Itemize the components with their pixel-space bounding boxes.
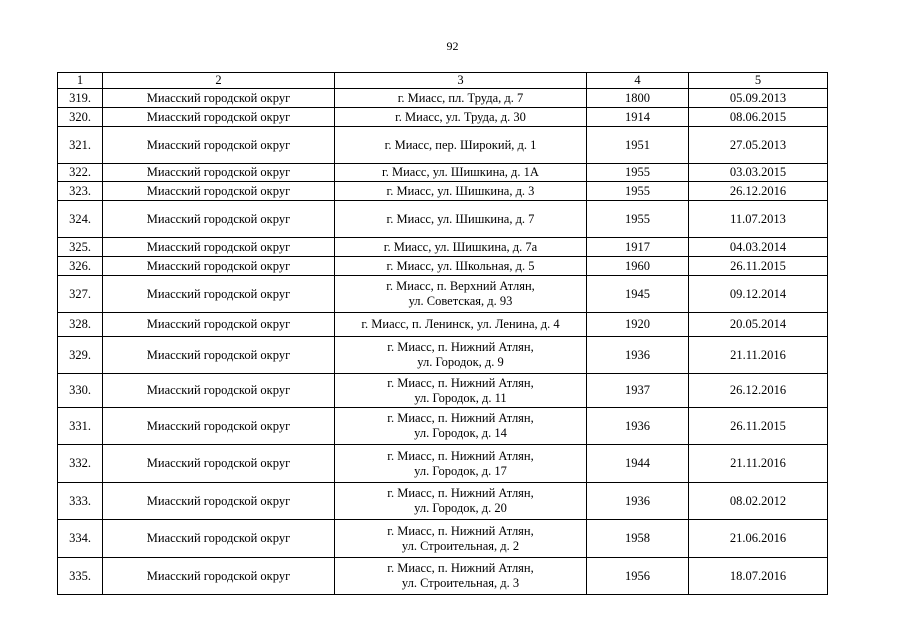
table-row	[58, 201, 828, 238]
year-cell: 1955	[587, 182, 689, 201]
district-cell: Миасский городской округ	[103, 108, 335, 127]
row-number-cell: 320.	[58, 108, 103, 127]
row-number-cell: 330.	[58, 374, 103, 408]
district-cell: Миасский городской округ	[103, 483, 335, 520]
column-header: 4	[587, 73, 689, 89]
year-cell: 1936	[587, 483, 689, 520]
year-cell: 1936	[587, 408, 689, 445]
year-cell: 1937	[587, 374, 689, 408]
row-number-cell: 321.	[58, 127, 103, 164]
table-row	[58, 558, 828, 595]
row-number-cell: 324.	[58, 201, 103, 238]
district-cell: Миасский городской округ	[103, 257, 335, 276]
address-line: г. Миасс, ул. Шишкина, д. 7а	[383, 239, 538, 254]
district-cell: Миасский городской округ	[103, 313, 335, 337]
address-line: г. Миасс, п. Верхний Атлян,	[386, 279, 535, 293]
district-cell: Миасский городской округ	[103, 337, 335, 374]
table-row	[58, 108, 828, 127]
table-body	[58, 89, 828, 595]
column-header: 1	[58, 73, 103, 89]
date-cell: 26.12.2016	[689, 374, 828, 408]
row-number-cell: 334.	[58, 520, 103, 558]
address-line: ул. Строительная, д. 2	[401, 538, 520, 553]
date-cell: 05.09.2013	[689, 89, 828, 108]
district-cell: Миасский городской округ	[103, 89, 335, 108]
row-number-cell: 335.	[58, 558, 103, 595]
year-cell: 1955	[587, 201, 689, 238]
address-cell	[335, 164, 587, 182]
address-line: г. Миасс, п. Нижний Атлян,	[387, 448, 534, 463]
address-cell	[335, 201, 587, 238]
page-number: 92	[446, 39, 459, 53]
address-cell	[335, 408, 587, 445]
address-line: г. Миасс, ул. Труда, д. 30	[395, 109, 526, 124]
address-cell	[335, 483, 587, 520]
date-cell: 27.05.2013	[689, 127, 828, 164]
table-row	[58, 408, 828, 445]
table-header-row	[58, 73, 828, 89]
address-line: г. Миасс, п. Нижний Атлян,	[387, 340, 534, 354]
address-cell	[335, 313, 587, 337]
address-cell	[335, 445, 587, 483]
date-cell: 03.03.2015	[689, 164, 828, 182]
date-cell: 26.11.2015	[689, 408, 828, 445]
date-cell: 21.11.2016	[689, 445, 828, 483]
address-line: ул. Городок, д. 20	[414, 501, 507, 515]
year-cell: 1955	[587, 164, 689, 182]
table-row	[58, 445, 828, 483]
row-number-cell: 327.	[58, 276, 103, 313]
row-number-cell: 325.	[58, 238, 103, 257]
row-number-cell: 333.	[58, 483, 103, 520]
date-cell: 09.12.2014	[689, 276, 828, 313]
year-cell: 1914	[587, 108, 689, 127]
row-number-cell: 326.	[58, 257, 103, 276]
district-cell: Миасский городской округ	[103, 238, 335, 257]
date-cell: 21.11.2016	[689, 337, 828, 374]
year-cell: 1944	[587, 445, 689, 483]
address-cell	[335, 89, 587, 108]
district-cell: Миасский городской округ	[103, 201, 335, 238]
address-line: г. Миасс, ул. Шишкина, д. 7	[386, 211, 535, 226]
address-cell	[335, 108, 587, 127]
row-number-cell: 323.	[58, 182, 103, 201]
date-cell: 20.05.2014	[689, 313, 828, 337]
address-line: г. Миасс, п. Нижний Атлян,	[387, 561, 534, 575]
table-row	[58, 164, 828, 182]
table-row	[58, 276, 828, 313]
year-cell: 1800	[587, 89, 689, 108]
address-cell	[335, 374, 587, 408]
column-header: 3	[335, 73, 587, 89]
address-line: ул. Городок, д. 9	[417, 355, 504, 369]
address-line: г. Миасс, п. Нижний Атлян,	[387, 411, 534, 425]
date-cell: 21.06.2016	[689, 520, 828, 558]
year-cell: 1945	[587, 276, 689, 313]
row-number-cell: 331.	[58, 408, 103, 445]
district-cell: Миасский городской округ	[103, 408, 335, 445]
year-cell: 1951	[587, 127, 689, 164]
address-line: ул. Городок, д. 17	[414, 463, 507, 478]
year-cell: 1958	[587, 520, 689, 558]
table-row	[58, 520, 828, 558]
date-cell: 26.11.2015	[689, 257, 828, 276]
district-cell: Миасский городской округ	[103, 182, 335, 201]
date-cell: 08.06.2015	[689, 108, 828, 127]
address-cell	[335, 520, 587, 558]
year-cell: 1920	[587, 313, 689, 337]
table-row	[58, 238, 828, 257]
address-line: г. Миасс, ул. Школьная, д. 5	[386, 258, 535, 273]
address-line: ул. Советская, д. 93	[408, 294, 513, 308]
year-cell: 1956	[587, 558, 689, 595]
date-cell: 26.12.2016	[689, 182, 828, 201]
district-cell: Миасский городской округ	[103, 127, 335, 164]
address-line: г. Миасс, п. Нижний Атлян,	[387, 486, 534, 500]
row-number-cell: 332.	[58, 445, 103, 483]
address-cell	[335, 182, 587, 201]
column-header: 2	[103, 73, 335, 89]
address-line: ул. Городок, д. 11	[414, 390, 507, 405]
address-line: г. Миасс, п. Нижний Атлян,	[387, 375, 534, 390]
address-cell	[335, 257, 587, 276]
date-cell: 18.07.2016	[689, 558, 828, 595]
table-row	[58, 127, 828, 164]
address-cell	[335, 558, 587, 595]
row-number-cell: 322.	[58, 164, 103, 182]
district-cell: Миасский городской округ	[103, 374, 335, 408]
table-row	[58, 337, 828, 374]
buildings-table	[57, 72, 828, 595]
row-number-cell: 329.	[58, 337, 103, 374]
address-line: г. Миасс, ул. Шишкина, д. 1А	[382, 165, 539, 179]
date-cell: 11.07.2013	[689, 201, 828, 238]
address-line: ул. Строительная, д. 3	[401, 576, 520, 590]
address-line: г. Миасс, ул. Шишкина, д. 3	[386, 183, 535, 198]
district-cell: Миасский городской округ	[103, 558, 335, 595]
table-row	[58, 313, 828, 337]
district-cell: Миасский городской округ	[103, 445, 335, 483]
address-line: г. Миасс, п. Нижний Атлян,	[387, 523, 534, 538]
table-row	[58, 89, 828, 108]
address-cell	[335, 238, 587, 257]
table-row	[58, 182, 828, 201]
address-line: г. Миасс, п. Ленинск, ул. Ленина, д. 4	[361, 317, 560, 331]
year-cell: 1960	[587, 257, 689, 276]
address-line: г. Миасс, пл. Труда, д. 7	[397, 90, 524, 105]
date-cell: 04.03.2014	[689, 238, 828, 257]
year-cell: 1917	[587, 238, 689, 257]
address-cell	[335, 337, 587, 374]
district-cell: Миасский городской округ	[103, 276, 335, 313]
address-line: г. Миасс, пер. Широкий, д. 1	[384, 137, 537, 152]
table-row	[58, 374, 828, 408]
table-row	[58, 483, 828, 520]
address-cell	[335, 276, 587, 313]
table-row	[58, 257, 828, 276]
year-cell: 1936	[587, 337, 689, 374]
district-cell: Миасский городской округ	[103, 520, 335, 558]
column-header: 5	[689, 73, 828, 89]
row-number-cell: 319.	[58, 89, 103, 108]
address-cell	[335, 127, 587, 164]
date-cell: 08.02.2012	[689, 483, 828, 520]
district-cell: Миасский городской округ	[103, 164, 335, 182]
row-number-cell: 328.	[58, 313, 103, 337]
address-line: ул. Городок, д. 14	[414, 426, 507, 440]
